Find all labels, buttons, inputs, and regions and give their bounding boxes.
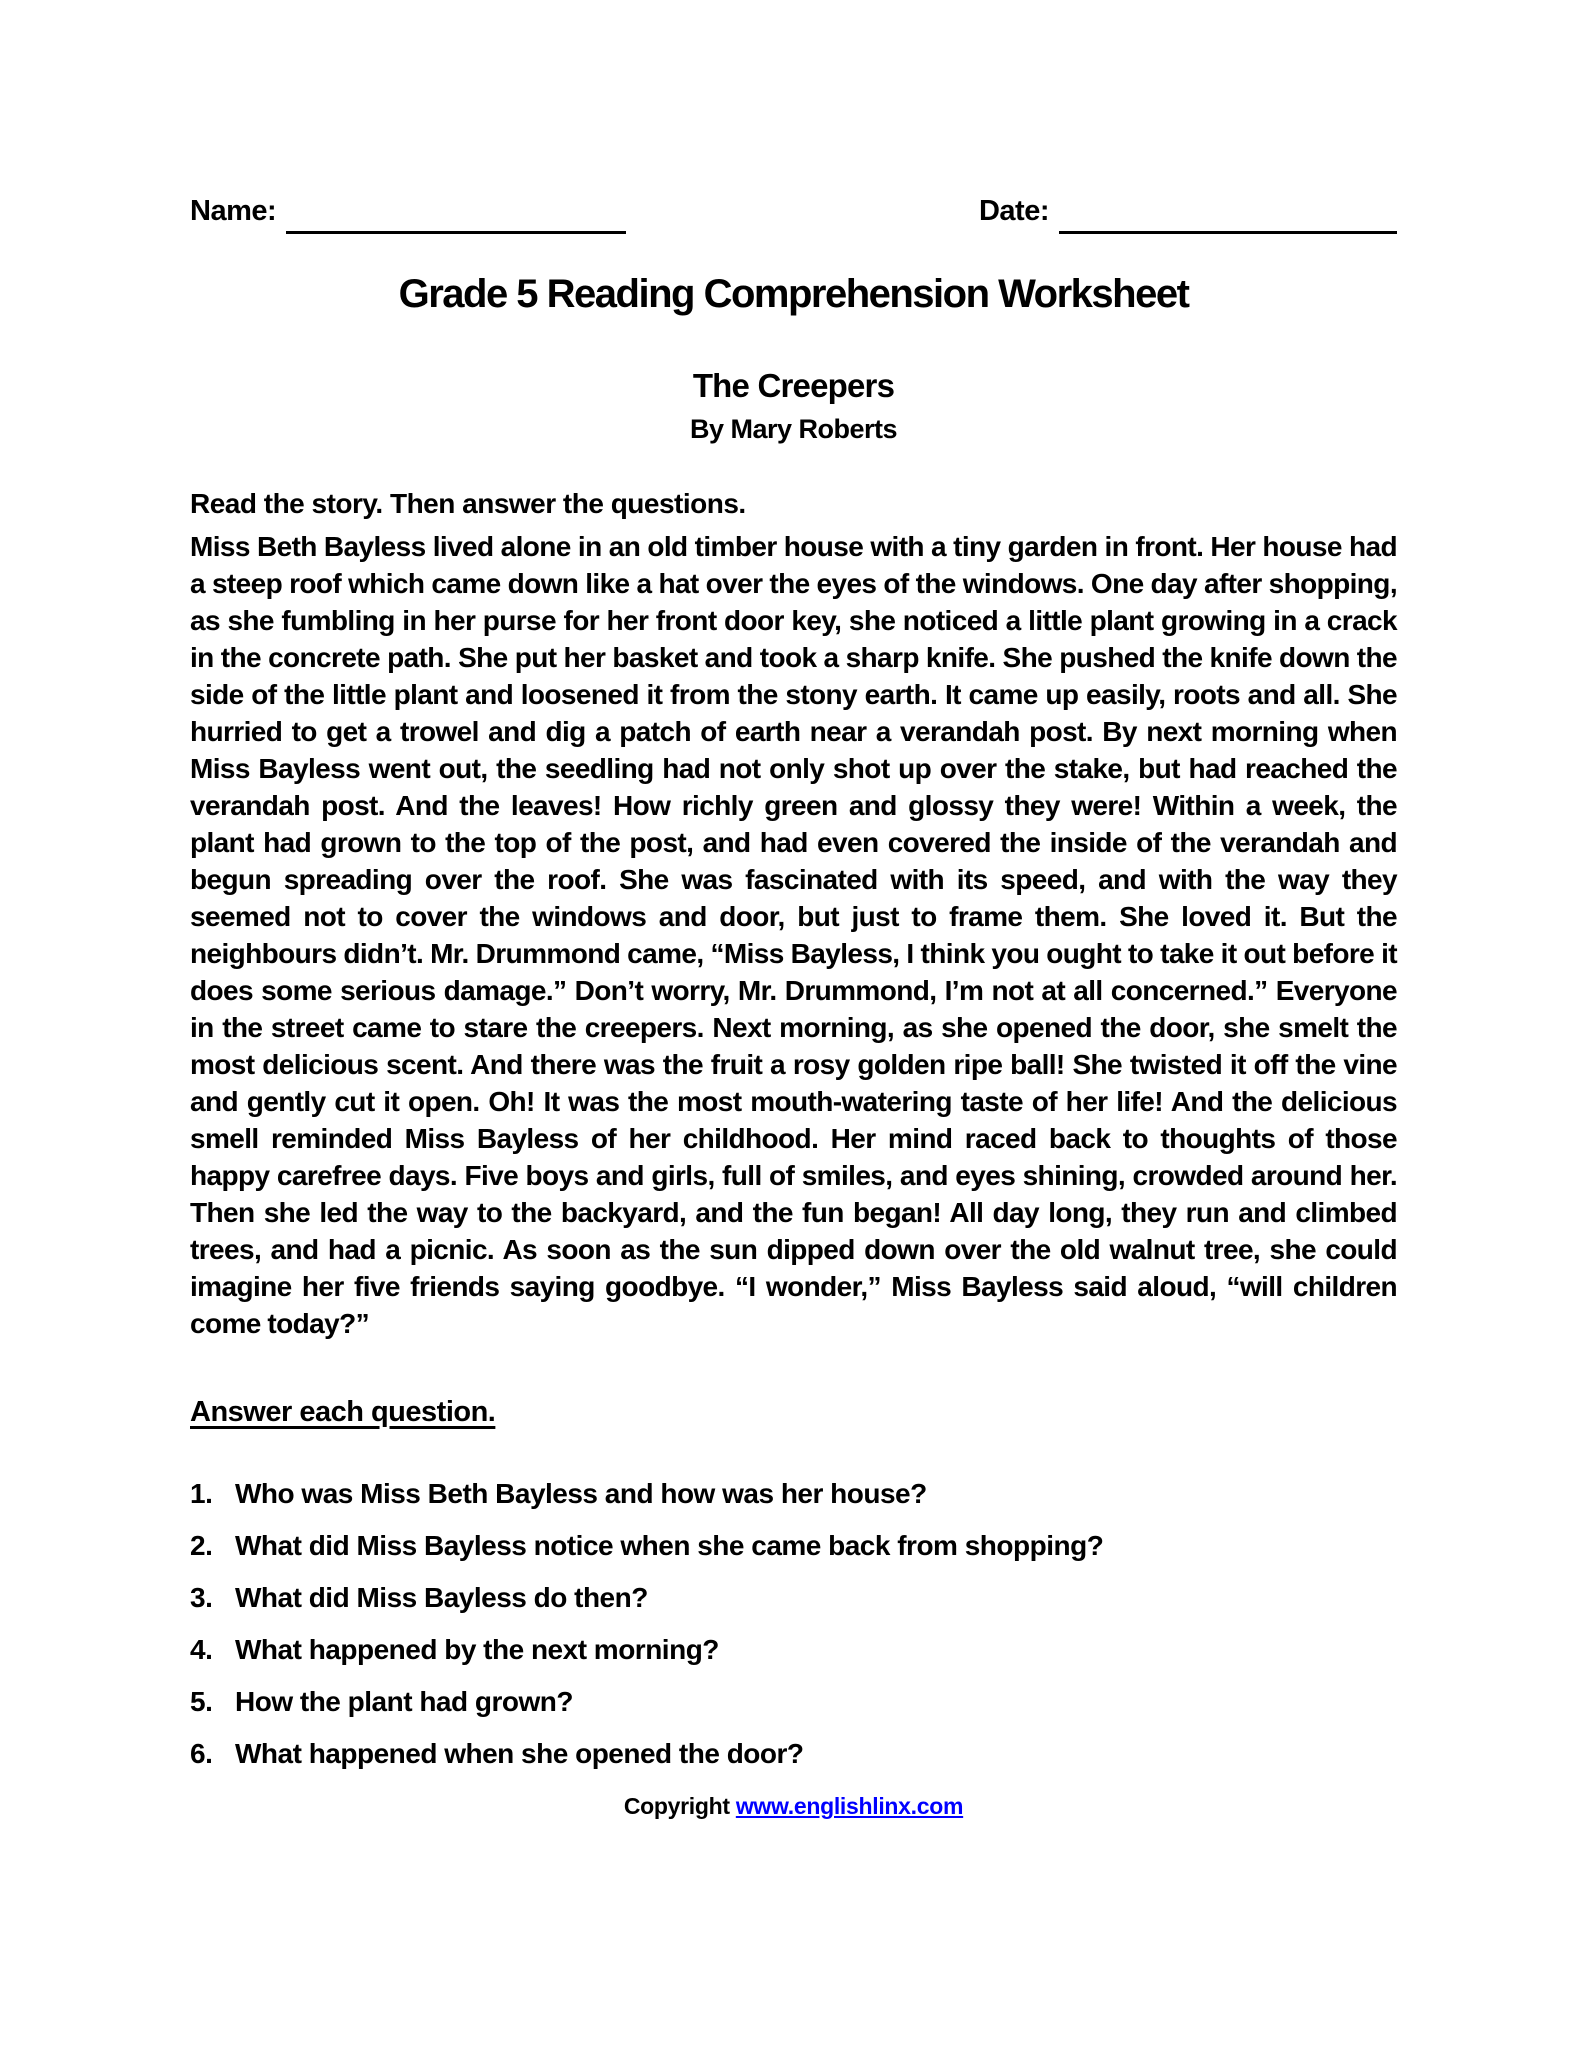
question-text: What did Miss Bayless notice when she came back from shopping? <box>235 1530 1104 1561</box>
question-row <box>190 1687 1397 1717</box>
date-field-group <box>979 193 1397 228</box>
copyright-label: Copyright <box>623 1793 730 1819</box>
name-label: Name: <box>190 195 277 227</box>
question-text: Who was Miss Beth Bayless and how was her house? <box>235 1478 927 1509</box>
name-blank-line <box>286 199 626 234</box>
question-number: 5. <box>190 1686 213 1717</box>
story-paragraph: Miss Beth Bayless lived alone in an old timber house with a tiny garden in front. Her house had a steep roof which came down like a hat over the eyes of the windows. One day after shopping, as she fumbling in her purse for her front door key, she noticed a little plant growing in a crack in the concrete path. She put her basket and took a sharp knife. She pushed the knife down the side of the little plant and loosened it from the stony earth. It came up easily, roots and all. She hurried to get a trowel and dig a patch of earth near a verandah post. By next morning when Miss Bayless went out, the seedling had not only shot up over the stake, but had reached the verandah post. And the leaves! How richly green and glossy they were! Within a week, the plant had grown to the top of the post, and had even covered the inside of the verandah and begun spreading over the roof. She was fascinated with its speed, and with the way they seemed not to cover the windows and door, but just to frame them. She loved it. But the neighbours didn’t. Mr. Drummond came, “Miss Bayless, I think you ought to take it out before it does some serious damage.” Don’t worry, Mr. Drummond, I’m not at all concerned.” Everyone in the street came to stare the creepers. Next morning, as she opened the door, she smelt the most delicious scent. And there was the fruit a rosy golden ripe ball! She twisted it off the vine and gently cut it open. Oh! It was the most mouth-watering taste of her life! And the delicious smell reminded Miss Bayless of her childhood. Her mind raced back to thoughts of those happy carefree days. Five boys and girls, full of smiles, and eyes shining, crowded around her. Then she led the way to the backyard, and the fun began! All day long, they run and climbed trees, and had a picnic. As soon as the sun dipped down over the old walnut tree, she could imagine her five friends saying goodbye. “I wonder,” Miss Bayless said aloud, “will children come today?” <box>190 531 1397 1339</box>
story-title: The Creepers <box>692 367 895 404</box>
worksheet-content <box>190 0 1397 1820</box>
question-row <box>190 1583 1397 1613</box>
answer-section-heading: Answer each question. <box>190 1396 496 1428</box>
question-row <box>190 1531 1397 1561</box>
header-fill-row <box>190 193 1397 228</box>
question-row <box>190 1479 1397 1509</box>
question-number: 1. <box>190 1478 213 1509</box>
copyright-footer <box>190 1793 1397 1820</box>
question-text: What did Miss Bayless do then? <box>235 1582 648 1613</box>
name-field-group <box>190 193 626 228</box>
englishlinx-link[interactable]: www.englishlinx.com <box>735 1793 964 1819</box>
date-label: Date: <box>978 195 1049 227</box>
question-list <box>190 1479 1397 1769</box>
page-title: Grade 5 Reading Comprehension Worksheet <box>398 272 1189 316</box>
question-number: 4. <box>190 1634 213 1665</box>
instructions-text: Read the story. Then answer the questions. <box>190 488 746 519</box>
question-text: How the plant had grown? <box>235 1686 573 1717</box>
question-row <box>190 1739 1397 1769</box>
question-row <box>190 1635 1397 1665</box>
question-text: What happened when she opened the door? <box>235 1738 804 1769</box>
question-number: 6. <box>190 1738 213 1769</box>
date-blank-line <box>1059 199 1397 234</box>
question-number: 3. <box>190 1582 213 1613</box>
question-number: 2. <box>190 1530 213 1561</box>
story-byline: By Mary Roberts <box>689 414 898 444</box>
question-text: What happened by the next morning? <box>235 1634 719 1665</box>
